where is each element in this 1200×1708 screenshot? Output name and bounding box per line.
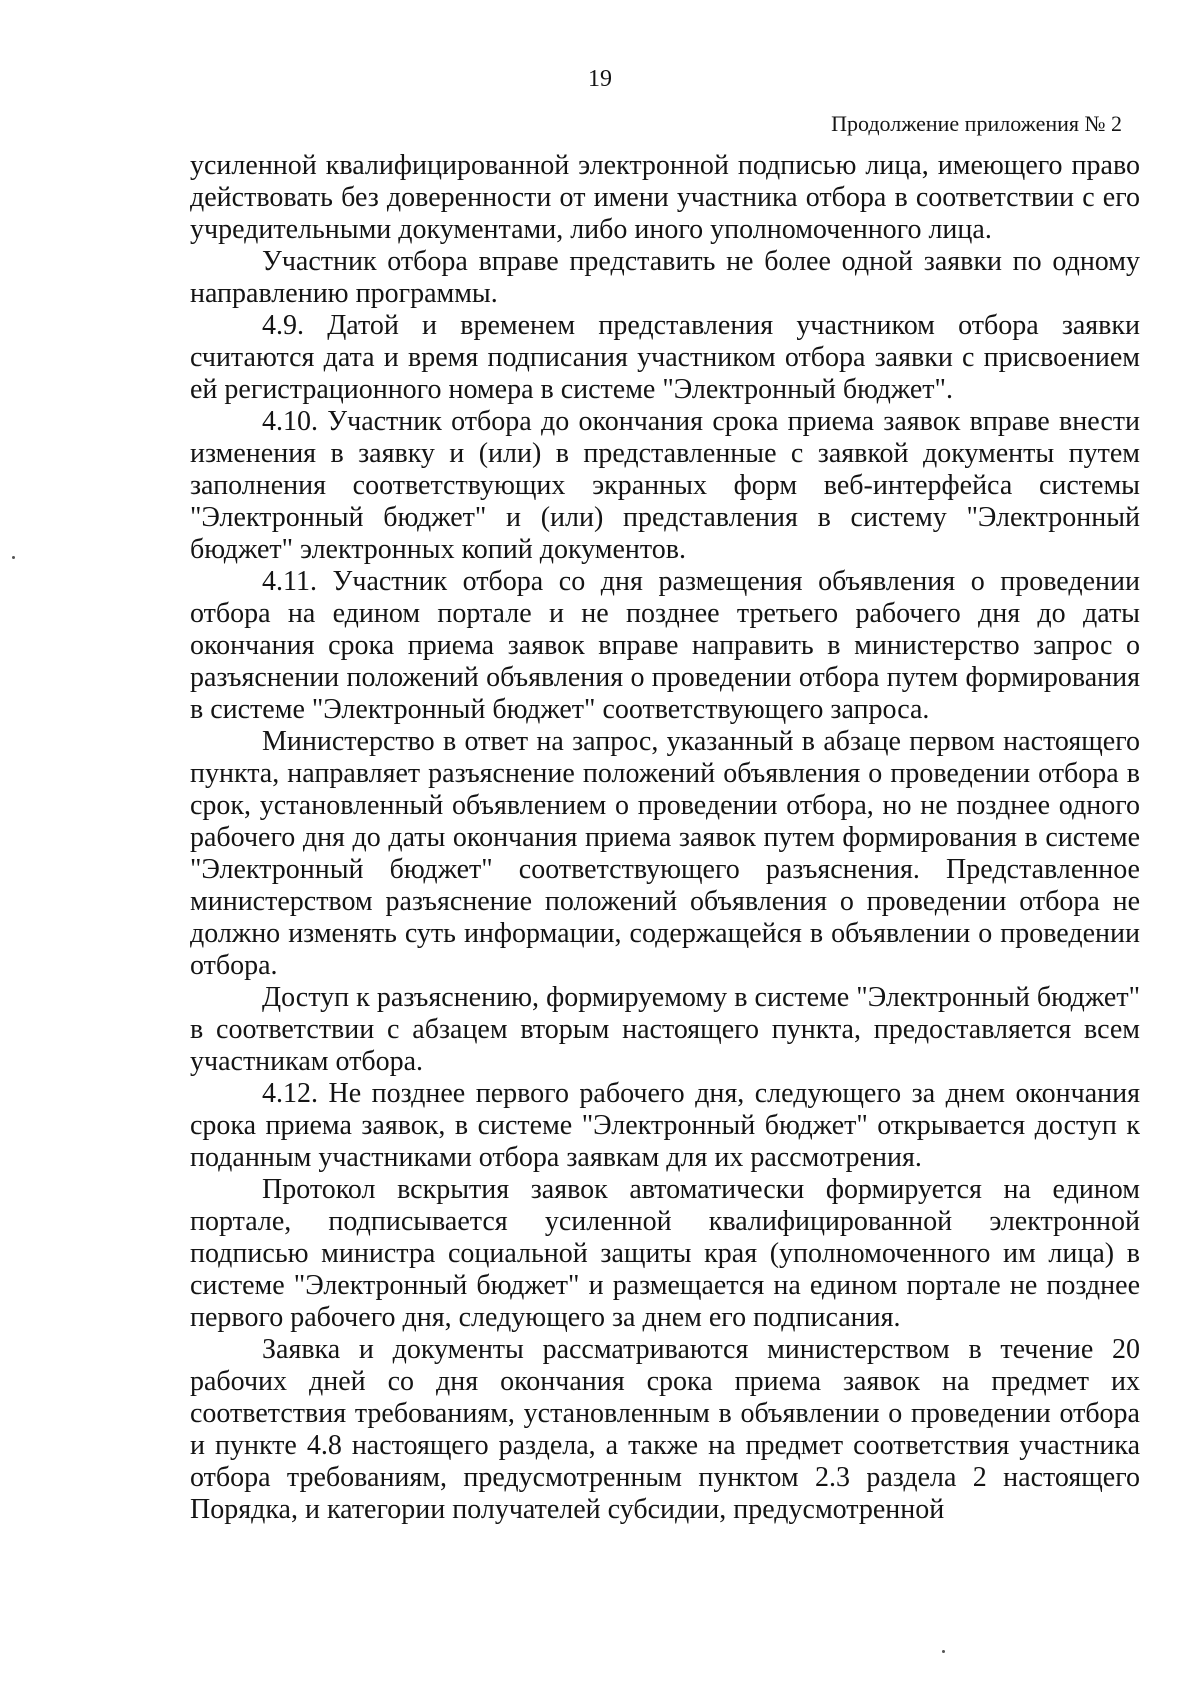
paragraph: Заявка и документы рассматриваются министерством в течение 20 рабочих дней со дня окончания срока приема заявок на предмет их соответствия требованиям, установленным в объявлении о проведении отбора и пункте 4.8 настоящего раздела, а также на предмет соответствия участника отбора требованиям, предусмотренным пунктом 2.3 раздела 2 настоящего Порядка, и категории получателей субсидии, предусмотренной bbox=[190, 1334, 1140, 1525]
paragraph: Протокол вскрытия заявок автоматически формируется на едином портале, подписывается усиленной квалифицированной электронной подписью министра социальной защиты края (уполномоченного им лица) в системе "Электронный бюджет" и размещается на едином портале не позднее первого рабочего дня, следующего за днем его подписания. bbox=[190, 1174, 1140, 1333]
paragraph-continuation: усиленной квалифицированной электронной подписью лица, имеющего право действовать без доверенности от имени участника отбора в соответствии с его учредительными документами, либо иного уполномоченного лица. bbox=[190, 150, 1140, 245]
paragraph: Участник отбора вправе представить не более одной заявки по одному направлению программы. bbox=[190, 246, 1140, 309]
paragraph: Министерство в ответ на запрос, указанный в абзаце первом настоящего пункта, направляет разъяснение положений объявления о проведении отбора в срок, установленный объявлением о проведении отбора, но не позднее одного рабочего дня до даты окончания приема заявок путем формирования в системе "Электронный бюджет" соответствующего разъяснения. Представленное министерством разъяснение положений объявления о проведении отбора не должно изменять суть информации, содержащейся в объявлении о проведении отбора. bbox=[190, 726, 1140, 981]
paragraph-4-12: 4.12. Не позднее первого рабочего дня, следующего за днем окончания срока приема заявок, в системе "Электронный бюджет" открывается доступ к поданным участниками отбора заявкам для их рассмотрения. bbox=[190, 1078, 1140, 1173]
paragraph-4-10: 4.10. Участник отбора до окончания срока приема заявок вправе внести изменения в заявку и (или) в представленные с заявкой документы путем заполнения соответствующих экранных форм веб-интерфейса системы "Электронный бюджет" и (или) представления в систему "Электронный бюджет" электронных копий документов. bbox=[190, 406, 1140, 565]
paragraph-4-11: 4.11. Участник отбора со дня размещения объявления о проведении отбора на едином портале и не позднее третьего рабочего дня до даты окончания срока приема заявок вправе направить в министерство запрос о разъяснении положений объявления о проведении отбора путем формирования в системе "Электронный бюджет" соответствующего запроса. bbox=[190, 566, 1140, 725]
document-body bbox=[190, 150, 1140, 1526]
paragraph: Доступ к разъяснению, формируемому в системе "Электронный бюджет" в соответствии с абзацем вторым настоящего пункта, предоставляется всем участникам отбора. bbox=[190, 982, 1140, 1077]
page-number: 19 bbox=[588, 66, 612, 92]
scan-artifact-dot bbox=[942, 1650, 945, 1653]
paragraph-4-9: 4.9. Датой и временем представления участником отбора заявки считаются дата и время подписания участником отбора заявки с присвоением ей регистрационного номера в системе "Электронный бюджет". bbox=[190, 310, 1140, 405]
running-header: Продолжение приложения № 2 bbox=[831, 111, 1122, 136]
scan-artifact-dot bbox=[12, 556, 15, 559]
